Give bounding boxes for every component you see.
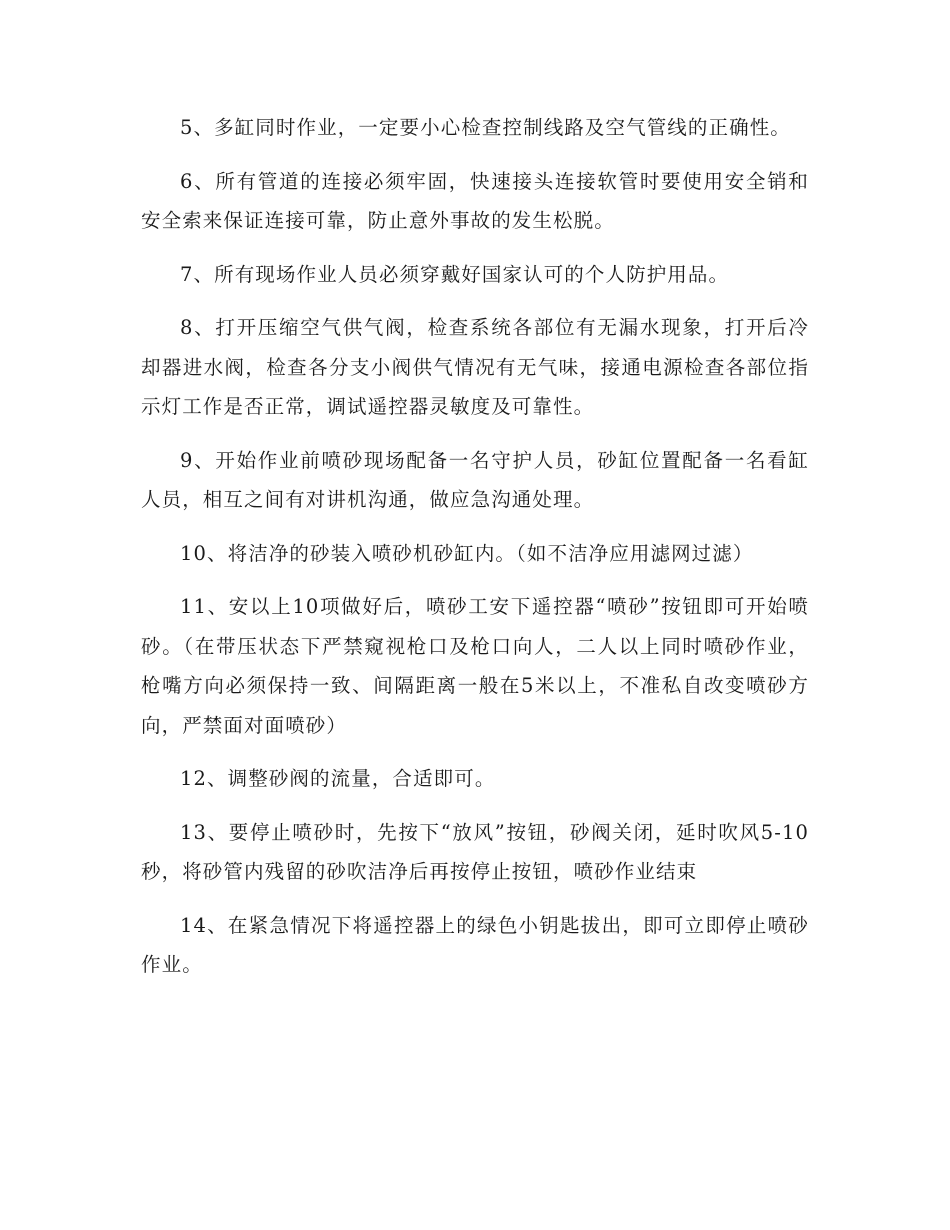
- paragraph-item-5: 5、多缸同时作业，一定要小心检查控制线路及空气管线的正确性。: [180, 116, 791, 139]
- paragraph-item-7: 7、所有现场作业人员必须穿戴好国家认可的个人防护用品。: [180, 262, 730, 286]
- paragraph-item-14: 14、在紧急情况下将遥控器上的绿色小钥匙拔出，即可立即停止喷砂作业。: [141, 913, 809, 976]
- paragraph-item-13: 13、要停止喷砂时，先按下“放风”按钮，砂阀关闭，延时吹风5-10秒，将砂管内残留的砂吹洁净后再按停止按钮，喷砂作业结束: [141, 820, 809, 883]
- paragraph-item-6: 6、所有管道的连接必须牢固，快速接头连接软管时要使用安全销和安全索来保证连接可靠，防止意外事故的发生松脱。: [141, 169, 809, 232]
- paragraph-item-11: 11、安以上10项做好后，喷砂工安下遥控器“喷砂”按钮即可开始喷砂。（在带压状态下严禁窥视枪口及枪口向人，二人以上同时喷砂作业，枪嘴方向必须保持一致、间隔距离一般在5米以上，不准私自改变喷砂方向，严禁面对面喷砂）: [141, 595, 809, 737]
- paragraph-item-10: 10、将洁净的砂装入喷砂机砂缸内。（如不洁净应用滤网过滤）: [180, 541, 754, 565]
- document-body: [141, 108, 809, 999]
- paragraph-item-12: 12、调整砂阀的流量，合适即可。: [180, 767, 496, 790]
- paragraph-item-9: 9、开始作业前喷砂现场配备一名守护人员，砂缸位置配备一名看缸人员，相互之间有对讲机沟通，做应急沟通处理。: [141, 448, 809, 511]
- paragraph-item-8: 8、打开压缩空气供气阀，检查系统各部位有无漏水现象，打开后冷却器进水阀，检查各分支小阀供气情况有无气味，接通电源检查各部位指示灯工作是否正常，调试遥控器灵敏度及可靠性。: [141, 316, 809, 418]
